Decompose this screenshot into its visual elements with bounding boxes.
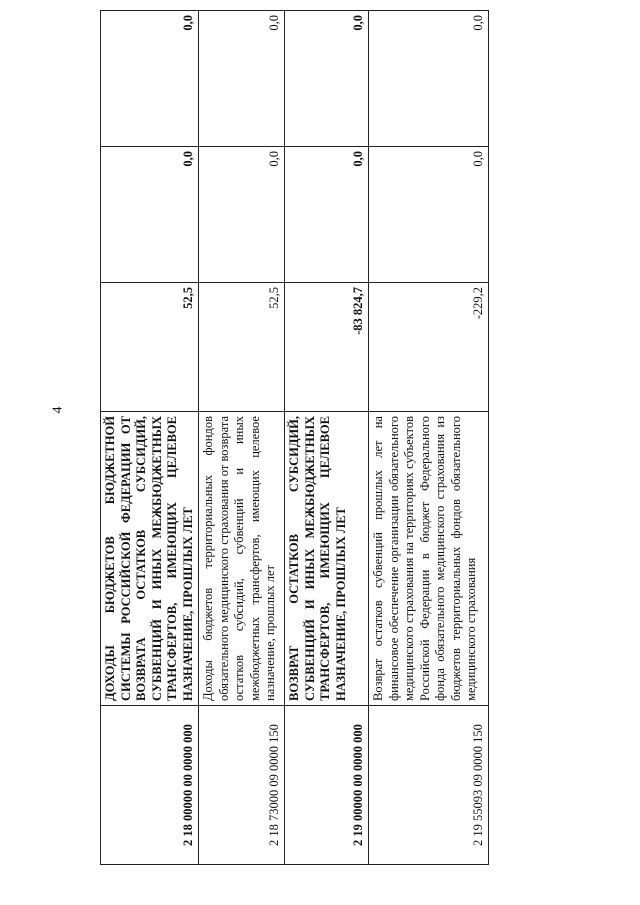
amount-cell-3: 0,0 bbox=[285, 11, 369, 147]
amount-cell-2: 0,0 bbox=[369, 147, 489, 283]
description-cell: Доходы бюджетов территориальных фондов обязательного медицинского страхования от возврата остатков субсидий, субвенций и иных межбюджетных трансфертов, имеющих целевое назначение, прошлых лет bbox=[199, 412, 285, 706]
page-number: 4 bbox=[50, 406, 66, 414]
table-row bbox=[199, 11, 285, 865]
amount-cell-3: 0,0 bbox=[101, 11, 199, 147]
amount-cell-2: 0,0 bbox=[199, 147, 285, 283]
budget-code-cell: 2 19 55093 09 0000 150 bbox=[369, 706, 489, 865]
amount-cell-1: 52,5 bbox=[101, 283, 199, 412]
amount-cell-3: 0,0 bbox=[199, 11, 285, 147]
budget-code-cell: 2 18 73000 09 0000 150 bbox=[199, 706, 285, 865]
description-cell: ВОЗВРАТ ОСТАТКОВ СУБСИДИЙ, СУБВЕНЦИЙ И ИНЫХ МЕЖБЮДЖЕТНЫХ ТРАНСФЕРТОВ, ИМЕЮЩИХ ЦЕЛЕВОЕ НАЗНАЧЕНИЕ, ПРОШЛЫХ ЛЕТ bbox=[285, 412, 369, 706]
amount-cell-2: 0,0 bbox=[285, 147, 369, 283]
budget-code-cell: 2 18 00000 00 0000 000 bbox=[101, 706, 199, 865]
table-row bbox=[369, 11, 489, 865]
amount-cell-1: 52,5 bbox=[199, 283, 285, 412]
budget-table bbox=[100, 10, 489, 865]
table-row bbox=[101, 11, 199, 865]
table-row bbox=[285, 11, 369, 865]
amount-cell-1: -83 824,7 bbox=[285, 283, 369, 412]
amount-cell-1: -229,2 bbox=[369, 283, 489, 412]
budget-table-rotated bbox=[100, 15, 485, 865]
budget-code-cell: 2 19 00000 00 0000 000 bbox=[285, 706, 369, 865]
description-cell: ДОХОДЫ БЮДЖЕТОВ БЮДЖЕТНОЙ СИСТЕМЫ РОССИЙСКОЙ ФЕДЕРАЦИИ ОТ ВОЗВРАТА ОСТАТКОВ СУБСИДИЙ, СУБВЕНЦИЙ И ИНЫХ МЕЖБЮДЖЕТНЫХ ТРАНСФЕРТОВ, ИМЕЮЩИХ ЦЕЛЕВОЕ НАЗНАЧЕНИЕ, ПРОШЛЫХ ЛЕТ bbox=[101, 412, 199, 706]
amount-cell-3: 0,0 bbox=[369, 11, 489, 147]
description-cell: Возврат остатков субвенций прошлых лет на финансовое обеспечение организации обязательного медицинского страхования на территориях субъектов Российской Федерации в бюджет Федерального фонда обязательного медицинского страхования из бюджетов территориальных фондов обязательного медицинского страхования bbox=[369, 412, 489, 706]
amount-cell-2: 0,0 bbox=[101, 147, 199, 283]
